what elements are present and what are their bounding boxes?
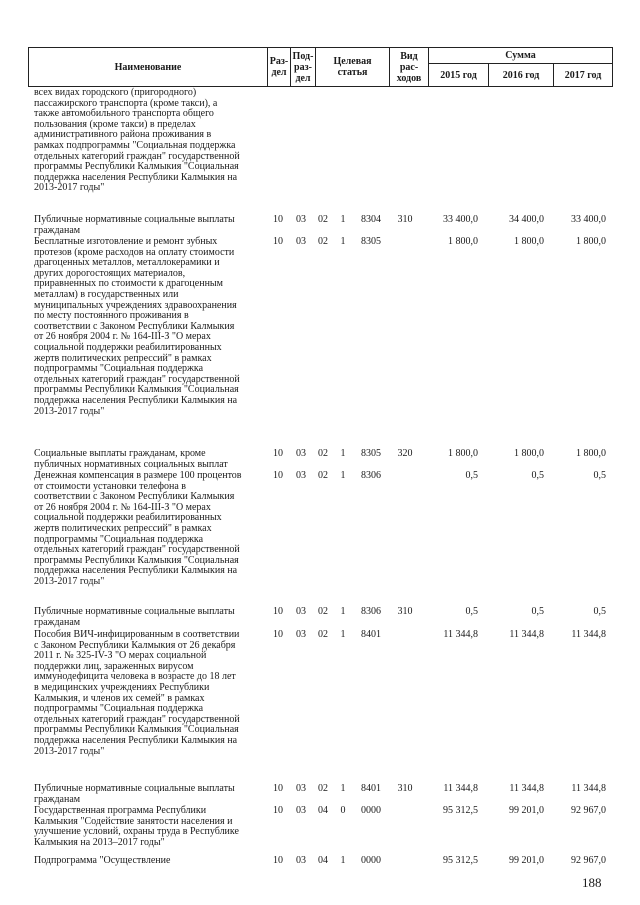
row-cs2: 1 xyxy=(340,783,346,794)
row-s2017: 0,5 xyxy=(593,470,606,481)
row-cs1: 02 xyxy=(318,448,328,459)
row-cs1: 04 xyxy=(318,805,328,816)
row-podrazdel: 03 xyxy=(296,629,306,640)
row-podrazdel: 03 xyxy=(296,606,306,617)
header-target-label: Целевая статья xyxy=(333,56,372,78)
row-name: Пособия ВИЧ-инфицированным в соответствии с Законом Республики Калмыкия от 26 декабря 2011 г. № 325-IV-З "О мерах социальной поддержки лиц, зараженных вирусом иммунодефицита человека в возрасте до 18 лет в медицинских учреждениях Республики Калмыкия, и членов их семей" в рамках подпрограммы "Социальная поддержка отдельных категорий граждан" государственной программы Республики Калмыкия "Социальная поддержка населения Республики Калмыкия на 2013-2017 годы" xyxy=(34,629,240,757)
row-s2017: 1 800,0 xyxy=(576,236,606,247)
row-razdel: 10 xyxy=(273,629,283,640)
row-cs2: 1 xyxy=(340,855,346,866)
header-razdel-label: Раз- дел xyxy=(269,56,289,78)
row-s2017: 0,5 xyxy=(593,606,606,617)
row-cs1: 04 xyxy=(318,855,328,866)
header-2017 xyxy=(554,64,612,86)
row-vid: 320 xyxy=(397,448,413,459)
row-name: всех видах городского (пригородного) пассажирского транспорта (кроме такси), а также автомобильного транспорта общего пользования (кроме такси) в пределах административного района проживания в рамках подпрограммы "Социальная поддержка отдельных категорий граждан" государственной программы Республики Калмыкия "Социальная поддержка населения Республики Калмыкия на 2013-2017 годы" xyxy=(34,87,240,194)
header-razdel xyxy=(268,48,291,86)
header-vid xyxy=(390,48,429,86)
row-s2016: 11 344,8 xyxy=(509,783,544,794)
row-podrazdel: 03 xyxy=(296,783,306,794)
row-s2015: 95 312,5 xyxy=(443,805,478,816)
row-cs3: 8306 xyxy=(361,606,381,617)
row-podrazdel: 03 xyxy=(296,448,306,459)
row-s2016: 11 344,8 xyxy=(509,629,544,640)
row-razdel: 10 xyxy=(273,855,283,866)
row-name: Подпрограмма "Осуществление xyxy=(34,855,171,866)
row-podrazdel: 03 xyxy=(296,236,306,247)
header-2016 xyxy=(489,64,554,86)
row-s2015: 1 800,0 xyxy=(448,448,478,459)
row-s2015: 95 312,5 xyxy=(443,855,478,866)
header-sum-label: Сумма xyxy=(505,50,536,61)
row-podrazdel: 03 xyxy=(296,214,306,225)
row-vid: 310 xyxy=(397,214,413,225)
row-razdel: 10 xyxy=(273,236,283,247)
page-number: 188 xyxy=(582,875,602,890)
header-name-label: Наименование xyxy=(114,61,182,73)
header-2016-label: 2016 год xyxy=(502,69,540,81)
header-podrazdel xyxy=(291,48,316,86)
row-s2017: 11 344,8 xyxy=(571,629,606,640)
row-cs3: 8305 xyxy=(361,236,381,247)
row-cs3: 0000 xyxy=(361,855,381,866)
row-razdel: 10 xyxy=(273,470,283,481)
row-podrazdel: 03 xyxy=(296,805,306,816)
row-name: Денежная компенсация в размере 100 процентов от стоимости установки телефона в соответствии с Законом Республики Калмыкия от 26 ноября 2004 г. № 164-III-З "О мерах социальной поддержки реабилитированных жертв политических репрессий" в рамках подпрограммы "Социальная поддержка отдельных категорий граждан" государственной программы Республики Калмыкия "Социальная поддержка населения Республики Калмыкия на 2013-2017 годы" xyxy=(34,470,242,587)
row-cs1: 02 xyxy=(318,214,328,225)
row-razdel: 10 xyxy=(273,805,283,816)
row-s2017: 92 967,0 xyxy=(571,855,606,866)
header-sum xyxy=(429,48,612,64)
row-cs1: 02 xyxy=(318,470,328,481)
row-name: Бесплатные изготовление и ремонт зубных протезов (кроме расходов на оплату стоимости драгоценных металлов, металлокерамики и других дорогостоящих материалов, приравненных по стоимости к драгоценным металлам) в государственных или муниципальных учреждениях здравоохранения по месту постоянного проживания в соответствии с Законом Республики Калмыкия от 26 ноября 2004 г. № 164-III-З "О мерах социальной поддержки реабилитированных жертв политических репрессий" в рамках подпрограммы "Социальная поддержка отдельных категорий граждан" государственной программы Республики Калмыкия "Социальная поддержка населения Республики Калмыкия на 2013-2017 годы" xyxy=(34,236,240,417)
row-podrazdel: 03 xyxy=(296,470,306,481)
row-cs3: 8306 xyxy=(361,470,381,481)
row-s2016: 0,5 xyxy=(531,606,544,617)
header-2015-label: 2015 год xyxy=(440,69,477,81)
row-cs1: 02 xyxy=(318,783,328,794)
row-s2017: 1 800,0 xyxy=(576,448,606,459)
header-2017-label: 2017 год xyxy=(564,69,602,81)
row-s2016: 34 400,0 xyxy=(509,214,544,225)
row-razdel: 10 xyxy=(273,214,283,225)
row-podrazdel: 03 xyxy=(296,855,306,866)
row-name: Публичные нормативные социальные выплаты гражданам xyxy=(34,606,235,628)
row-s2015: 11 344,8 xyxy=(443,783,478,794)
row-s2015: 1 800,0 xyxy=(448,236,478,247)
row-razdel: 10 xyxy=(273,783,283,794)
row-cs1: 02 xyxy=(318,606,328,617)
row-s2015: 0,5 xyxy=(465,606,478,617)
row-name: Социальные выплаты гражданам, кроме публичных нормативных социальных выплат xyxy=(34,448,228,470)
header-name xyxy=(29,48,268,86)
row-cs3: 8401 xyxy=(361,783,381,794)
row-cs2: 1 xyxy=(340,606,346,617)
row-razdel: 10 xyxy=(273,606,283,617)
row-s2015: 11 344,8 xyxy=(443,629,478,640)
row-vid: 310 xyxy=(397,783,413,794)
row-cs2: 1 xyxy=(340,214,346,225)
row-cs1: 02 xyxy=(318,236,328,247)
row-s2016: 1 800,0 xyxy=(514,236,544,247)
row-cs1: 02 xyxy=(318,629,328,640)
row-s2016: 0,5 xyxy=(531,470,544,481)
row-cs2: 1 xyxy=(340,470,346,481)
row-name: Публичные нормативные социальные выплаты гражданам xyxy=(34,783,235,805)
row-s2015: 33 400,0 xyxy=(443,214,478,225)
row-razdel: 10 xyxy=(273,448,283,459)
row-cs2: 1 xyxy=(340,448,346,459)
row-cs3: 8401 xyxy=(361,629,381,640)
row-s2017: 92 967,0 xyxy=(571,805,606,816)
row-s2017: 11 344,8 xyxy=(571,783,606,794)
row-cs3: 8305 xyxy=(361,448,381,459)
row-cs2: 1 xyxy=(340,236,346,247)
row-cs3: 8304 xyxy=(361,214,381,225)
row-vid: 310 xyxy=(397,606,413,617)
row-s2017: 33 400,0 xyxy=(571,214,606,225)
row-name: Государственная программа Республики Калмыкия "Содействие занятости населения и улучшение условий, охраны труда в Республике Калмыкия на 2013–2017 годы" xyxy=(34,805,239,848)
row-name: Публичные нормативные социальные выплаты гражданам xyxy=(34,214,235,236)
header-vid-label: Вид рас- ходов xyxy=(396,50,422,84)
row-cs2: 1 xyxy=(340,629,346,640)
header-podrazdel-label: Под- раз- дел xyxy=(292,50,314,84)
header-target xyxy=(316,48,390,86)
row-s2016: 99 201,0 xyxy=(509,805,544,816)
row-s2016: 99 201,0 xyxy=(509,855,544,866)
row-s2016: 1 800,0 xyxy=(514,448,544,459)
header-2015 xyxy=(429,64,489,86)
row-s2015: 0,5 xyxy=(465,470,478,481)
row-cs2: 0 xyxy=(340,805,346,816)
row-cs3: 0000 xyxy=(361,805,381,816)
table-header xyxy=(28,47,613,87)
